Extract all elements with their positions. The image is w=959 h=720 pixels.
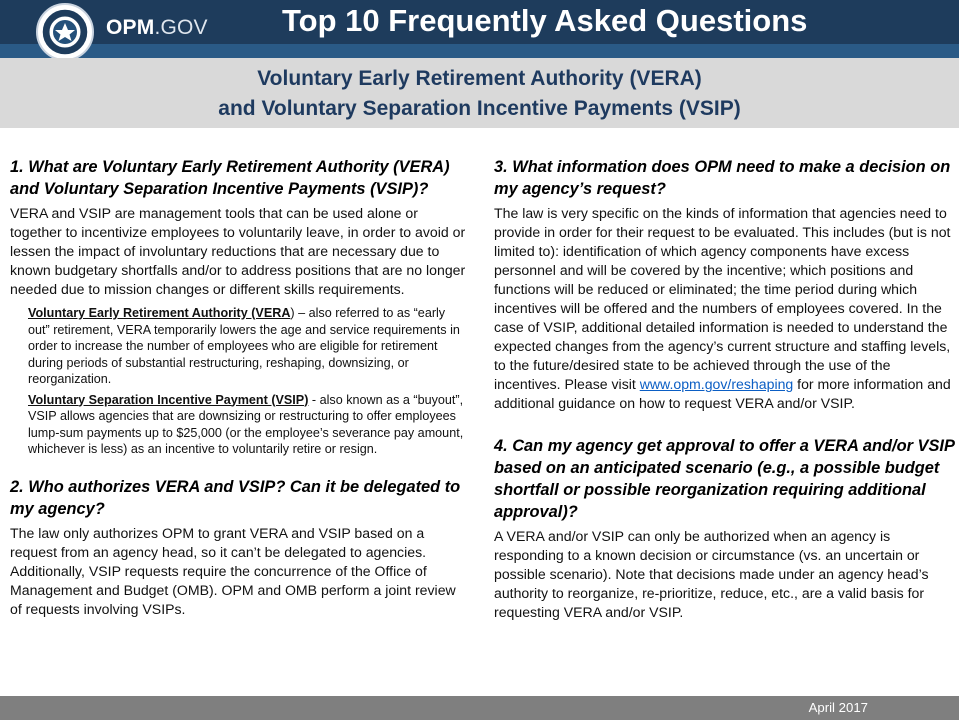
question-3: 3. What information does OPM need to make a decision on my agency’s request? [494, 158, 951, 198]
subtitle-line-1: Voluntary Early Retirement Authority (VERA) [257, 67, 702, 90]
answer-4: A VERA and/or VSIP can only be authorized when an agency is responding to a known decision or circumstance (vs. an uncertain or possible scenario). Note that decisions made under an agency head’s authority to reorganize, re-prioritize, reduce, etc., are a valid basis for requesting VERA and/or VSIP. [494, 528, 929, 620]
vera-definition-text: ) – also referred to as “early out” retirement, VERA temporarily lowers the age and service requirements in order to increase the number of employees who are eligible for retirement during periods of substantial restructuring, reshaping, downsizing, or reorganization. [28, 306, 460, 386]
subtitle-band [0, 58, 959, 128]
vsip-term: Voluntary Separation Incentive Payment (VSIP) [28, 392, 309, 407]
opm-gov-logo[interactable] [106, 16, 208, 40]
answer-3-part-1: The law is very specific on the kinds of information that agencies need to provide in order for their request to be evaluated. This includes (but is not limited to): identification of which agency components have excess personnel and will be covered by the incentive; which positions and functions will be reduced or eliminated; the time period during which incentives will be offered and the numbers of employees covered. In the case of VSIP, additional detailed information is needed to understand the expected changes from the agency’s current structure and staffing levels, to the future/desired state to be achieved through the use of the incentives. Please visit [494, 205, 951, 392]
vsip-definition-text: - also known as a “buyout”, VSIP allows agencies that are downsizing or restructuring to offer employees lump-sum payments up to $25,000 (or the employee’s severance pay amount, whichever is less) as an incentive to voluntarily retire or resign. [28, 392, 464, 456]
answer-3 [494, 204, 956, 413]
vera-term: Voluntary Early Retirement Authority (VERA [28, 306, 291, 320]
question-4: 4. Can my agency get approval to offer a VERA and/or VSIP based on an anticipated scenario (e.g., a possible budget shortfall or possible reorganization requiring additional approval)? [494, 437, 955, 521]
footer-date: April 2017 [808, 700, 868, 715]
left-column [10, 146, 470, 635]
right-column [494, 146, 956, 638]
subtitle-line-2: and Voluntary Separation Incentive Payments (VSIP) [218, 97, 741, 120]
vsip-definition [28, 392, 470, 458]
brand-strong: OPM [106, 16, 155, 39]
brand-light: .GOV [154, 16, 208, 39]
reshaping-link[interactable]: www.opm.gov/reshaping [639, 376, 794, 392]
vera-definition [28, 305, 470, 388]
question-1: 1. What are Voluntary Early Retirement Authority (VERA) and Voluntary Separation Incentive Payments (VSIP)? [10, 158, 450, 198]
header-strip [0, 44, 959, 58]
answer-1: VERA and VSIP are management tools that can be used alone or together to incentivize employees to voluntarily leave, in order to avoid or lessen the impact of involuntary reductions that are necessary due to known budgetary shortfalls and/or to address positions that are no longer needed due to mission changes or different skills requirements. [10, 205, 466, 297]
answer-2: The law only authorizes OPM to grant VERA and VSIP based on a request from an agency head, so it can’t be delegated to agencies. Additionally, VSIP requests require the concurrence of the Office of Management and Budget (OMB). OPM and OMB perform a joint review of requests involving VSIPs. [10, 524, 456, 617]
question-2: 2. Who authorizes VERA and VSIP? Can it be delegated to my agency? [10, 477, 461, 518]
page-title: Top 10 Frequently Asked Questions [282, 3, 808, 38]
page-footer [0, 696, 959, 720]
opm-seal-icon [36, 3, 94, 61]
answer-3-part-2: for more information and additional guidance on how to request VERA and/or VSIP. [494, 376, 951, 411]
